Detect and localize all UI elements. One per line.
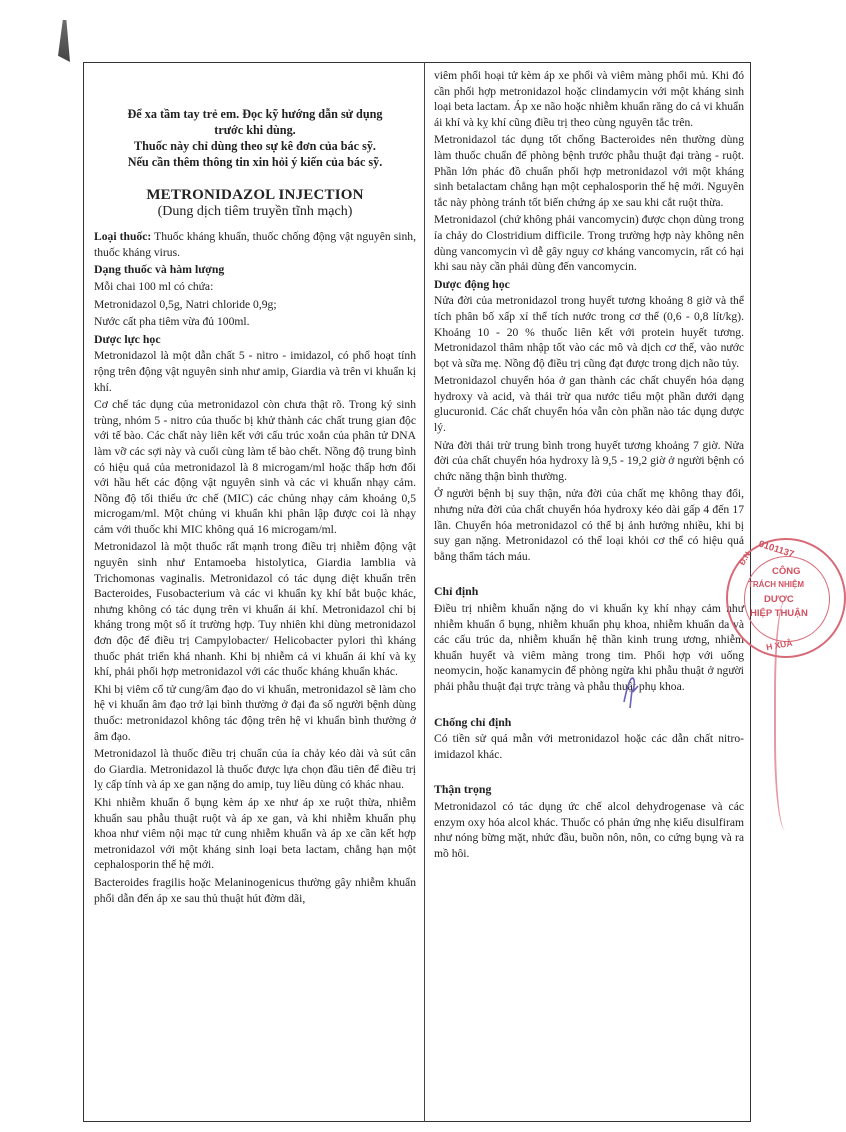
paragraph: Cơ chế tác dụng của metronidazol còn chưa thật rõ. Trong ký sinh trùng, nhóm 5 - nitro của thuốc bị khử thành các chất trung gian độc với tế bào. Các chất này liên kết với cấu trúc xoắn của phân tử DNA làm vỡ các sợi này và cuối cùng làm tế bào chết. Nồng độ trung bình có hiệu quả của metronidazol là 8 microgam/ml hoặc thấp hơn đối với hầu hết các động vật nguyên sinh và các vi khuẩn nhạy cảm. Nồng độ tối thiểu ức chế (MIC) các chủng nhạy cảm khoảng 0,5 microgam/ml. Một chủng vi khuẩn khi phân lập được coi là nhạy cảm với thuốc khi MIC không quá 16 microgam/ml. — [94, 398, 416, 536]
drug-type-label: Loại thuốc: — [94, 230, 152, 244]
precautions-heading: Thận trọng — [434, 782, 492, 797]
paragraph: Có tiền sử quá mẫn với metronidazol hoặc các dẫn chất nitro-imidazol khác. — [434, 732, 744, 761]
warning-line: Để xa tầm tay trẻ em. Đọc kỹ hướng dẫn sử dụng — [127, 107, 383, 121]
paragraph: Nửa đời của metronidazol trong huyết tương khoảng 8 giờ và thể tích phân bố xấp xỉ thể tích nước trong cơ thể (0,6 - 0,8 lít/kg). Khoảng 10 - 20 % thuốc liên kết với protein huyết tương. Metronidazol thâm nhập tốt vào các mô và dịch cơ thể, vào nước bọt và sữa mẹ. Nồng độ điều trị cũng đạt được trong dịch não tủy. — [434, 294, 744, 370]
drug-type-text: Thuốc kháng khuẩn, thuốc chống động vật nguyên sinh, thuốc kháng virus. — [94, 230, 417, 259]
form-line: Metronidazol 0,5g, Natri chloride 0,9g; — [94, 297, 277, 311]
drug-type — [94, 229, 416, 260]
stamp-line: CÔNG — [772, 566, 801, 577]
pharmacokinetics-heading: Dược động học — [434, 276, 510, 291]
signature-mark — [620, 672, 644, 712]
left-column — [94, 70, 416, 908]
document-title: METRONIDAZOL INJECTION — [146, 187, 364, 203]
paragraph: Ở người bệnh bị suy thận, nửa đời của chất mẹ không thay đổi, nhưng nửa đời của chất chuyển hóa hydroxy kéo dài gấp 4 đến 17 lần. Chuyển hóa metronidazol có thể bị ảnh hưởng nhiều, khi bị suy gan nặng. Metronidazol có thể loại khỏi cơ thể có hiệu quả bằng thẩm tách máu. — [434, 487, 744, 563]
form-heading: Dạng thuốc và hàm lượng — [94, 262, 225, 277]
paragraph: Điều trị nhiễm khuẩn nặng do vi khuẩn kỵ khí nhạy cảm như nhiễm khuẩn ổ bụng, nhiễm khuẩn phụ khoa, nhiễm khuẩn da và các cấu trúc da, nhiễm khuẩn hệ thần kinh trung ương, nhiễm khuẩn huyết và viêm màng trong tim. Phối hợp với uống neomycin, hoặc kanamycin để phòng ngừa khi phẫu thuật ở người phải phẫu thuật đại trực tràng và phẫu thuật phụ khoa. — [434, 602, 744, 693]
paragraph: Metronidazol chuyển hóa ở gan thành các chất chuyển hóa dạng hydroxy và acid, và thải trừ qua nước tiểu một phần dưới dạng glucuronid. Các chất chuyển hóa vẫn còn phần nào tác dụng dược lý. — [434, 374, 744, 435]
paragraph: Metronidazol tác dụng tốt chống Bacteroides nên thường dùng làm thuốc chuẩn để phòng bệnh trước phẫu thuật đại tràng - ruột. Phần lớn phác đồ chuẩn phối hợp metronidazol với một kháng sinh betalactam chẳng hạn một cephalosporin thế hệ mới. Nguyên tắc này phòng tránh tốt biến chứng áp xe sau khi cắt ruột thừa. — [434, 133, 744, 209]
pharmacology-heading: Dược lực học — [94, 331, 161, 346]
warning-line: Thuốc này chỉ dùng theo sự kê đơn của bác sỹ. — [134, 139, 376, 153]
stamp-partial-edge — [774, 600, 802, 830]
stamp-line: DƯỢC — [764, 594, 794, 605]
warning-line: trước khi dùng. — [214, 123, 296, 137]
form-line: Nước cất pha tiêm vừa đủ 100ml. — [94, 315, 250, 329]
stamp-letters: Đ.N — [737, 550, 753, 567]
paragraph: viêm phổi hoại tử kèm áp xe phổi và viêm màng phổi mủ. Khi đó cần phối hợp metronidazol hoặc clindamycin với một kháng sinh loại beta lactam. Áp xe não hoặc nhiễm khuẩn răng do cả vi khuẩn ái khí và kỵ khí cũng điều trị theo cùng nguyên tắc trên. — [434, 69, 744, 129]
stamp-code: 0101137 — [757, 538, 796, 561]
form-line: Mỗi chai 100 ml có chứa: — [94, 279, 214, 293]
scan-artifact — [58, 20, 70, 62]
paragraph: Metronidazol (chứ không phải vancomycin) được chọn dùng trong ỉa chảy do Clostridium difficile. Trong trường hợp này không nên dùng vancomycin vì dễ gây nguy cơ kháng vancomycin, rất có hại khi sau này cần phải dùng đến vancomycin. — [434, 213, 744, 274]
contraindications-heading: Chống chỉ định — [434, 714, 512, 729]
document-subtitle: (Dung dịch tiêm truyền tĩnh mạch) — [157, 203, 353, 219]
paragraph: Metronidazol là thuốc điều trị chuẩn của ỉa chảy kéo dài và sút cân do Giardia. Metronidazol là thuốc được lựa chọn đầu tiên để điều trị lỵ cấp tính và áp xe gan nặng do amip, tuy liều dùng có khác nhau. — [94, 747, 416, 792]
indications-heading: Chỉ định — [434, 584, 479, 599]
warning-block — [94, 106, 416, 170]
paragraph: Bacteroides fragilis hoặc Melaninogenicus thường gây nhiễm khuẩn phổi dẫn đến áp xe sau thủ thuật hút đờm dãi, — [94, 875, 416, 905]
paragraph: Nửa đời thải trừ trung bình trong huyết tương khoảng 7 giờ. Nửa đời của chất chuyển hóa hydroxy là 9,5 - 19,2 giờ ở người bệnh có chức năng thận bình thường. — [434, 438, 744, 483]
stamp-line: H XUÂ — [765, 637, 794, 653]
warning-line: Nếu cần thêm thông tin xin hỏi ý kiến của bác sỹ. — [127, 155, 383, 169]
stamp-line: TRÁCH NHIỆM — [748, 580, 804, 589]
paragraph: Metronidazol có tác dụng ức chế alcol dehydrogenase và các enzym oxy hóa alcol khác. Thuốc có phản ứng nhẹ kiểu disulfiram như nóng bừng mặt, nhức đầu, buồn nôn, nôn, co cứng bụng và ra mồ hôi. — [434, 799, 744, 860]
paragraph: Metronidazol là một thuốc rất mạnh trong điều trị nhiễm động vật nguyên sinh như Entamoeba histolytica, Giardia lamblia và Trichomonas vaginalis. Metronidazol có tác dụng diệt khuẩn trên Bacteroides, Fusobacterium và các vi khuẩn kỵ khí bắt buộc khác, nhưng không có tác dụng trên vi khuẩn ái khí. Metronidazol chỉ bị kháng trong một số ít trường hợp. Tuy nhiên khi dùng metronidazol đơn độc để điều trị Campylobacter/ Helicobacter pylori thì kháng thuốc phát triển khá nhanh. Khi bị nhiễm cả vi khuẩn ái khí và kỵ khí, phải phối hợp metronidazol với các thuốc kháng khuẩn khác. — [94, 540, 416, 679]
paragraph: Khi bị viêm cổ tử cung/âm đạo do vi khuẩn, metronidazol sẽ làm cho hệ vi khuẩn âm đạo trở lại bình thường ở đại đa số người bệnh dùng thuốc: metronidazol không tác động trên hệ vi khuẩn bình thường ở âm đạo. — [94, 682, 416, 743]
paragraph: Khi nhiễm khuẩn ổ bụng kèm áp xe như áp xe ruột thừa, nhiễm khuẩn sau phẫu thuật ruột và áp xe gan, và khi nhiễm khuẩn phụ khoa như viêm nội mạc tử cung nhiễm khuẩn và áp xe cần kết hợp metronidazol với một kháng sinh loại beta lactam, chẳng hạn một cephalosporin thế hệ mới. — [94, 795, 416, 872]
right-column — [434, 68, 744, 863]
paragraph: Metronidazol là một dẫn chất 5 - nitro - imidazol, có phổ hoạt tính rộng trên động vật nguyên sinh như amip, Giardia và trên vi khuẩn kị khí. — [94, 349, 416, 394]
column-divider — [424, 62, 425, 1122]
stamp-line: HIỆP THUẬN — [750, 608, 808, 619]
